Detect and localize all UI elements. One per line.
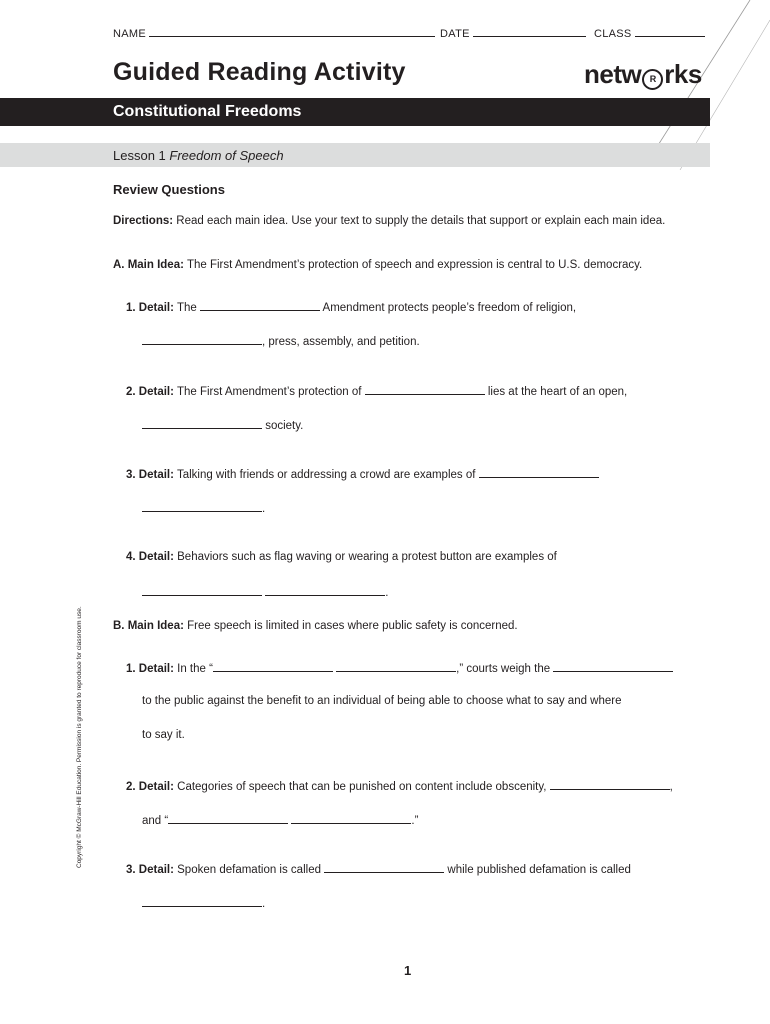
a-detail-1-cont: , press, assembly, and petition. (142, 332, 420, 350)
lesson-bar (0, 143, 710, 167)
brand-logo: netw R rks (584, 59, 702, 89)
answer-blank[interactable] (365, 382, 485, 395)
b-detail-1-cont: to the public against the benefit to an individual of being able to choose what to say and where (142, 695, 622, 707)
answer-blank[interactable] (142, 332, 262, 345)
answer-blank[interactable] (142, 416, 262, 429)
date-line (473, 25, 586, 37)
subtitle: Constitutional Freedoms (113, 103, 302, 120)
answer-blank[interactable] (336, 659, 456, 672)
answer-blank[interactable] (200, 298, 320, 311)
answer-blank[interactable] (168, 811, 288, 824)
answer-blank[interactable] (550, 777, 670, 790)
answer-blank[interactable] (291, 811, 411, 824)
review-heading: Review Questions (113, 182, 225, 197)
answer-blank[interactable] (213, 659, 333, 672)
a-detail-3: 3. Detail: Talking with friends or addressing a crowd are examples of (126, 465, 599, 483)
class-field[interactable] (594, 25, 705, 40)
page-title: Guided Reading Activity (113, 58, 406, 86)
name-line (149, 25, 435, 37)
class-label: CLASS (594, 28, 632, 40)
copyright-notice: Copyright © McGraw-Hill Education. Permission is granted to reproduce for classroom use. (76, 606, 83, 868)
a-detail-1: 1. Detail: The Amendment protects people’s freedom of religion, (126, 298, 576, 316)
b-detail-1-cont-2: to say it. (142, 729, 185, 741)
page-number: 1 (404, 963, 412, 978)
date-field[interactable] (440, 25, 586, 40)
a-detail-2-cont: society. (142, 416, 303, 434)
registered-ring-icon: R (642, 69, 663, 90)
subtitle-bar (0, 98, 710, 126)
answer-blank[interactable] (142, 499, 262, 512)
b-detail-2-cont: and “ .” (142, 811, 418, 829)
answer-blank[interactable] (265, 583, 385, 596)
b-detail-1: 1. Detail: In the “ ,” courts weigh the (126, 659, 673, 677)
lesson-heading (113, 148, 284, 163)
b-detail-3-cont: . (142, 894, 265, 912)
b-detail-2: 2. Detail: Categories of speech that can be punished on content include obscenity, , (126, 777, 673, 795)
main-idea-a: A. Main Idea: The First Amendment’s protection of speech and expression is central to U.S. democracy. (113, 259, 643, 271)
a-detail-3-cont: . (142, 499, 265, 517)
date-label: DATE (440, 28, 470, 40)
name-label: NAME (113, 28, 146, 40)
directions (113, 213, 673, 229)
main-idea-b: B. Main Idea: Free speech is limited in cases where public safety is concerned. (113, 620, 518, 632)
answer-blank[interactable] (142, 894, 262, 907)
name-field[interactable] (113, 25, 435, 40)
answer-blank[interactable] (324, 860, 444, 873)
lesson-label: Lesson 1 (113, 148, 166, 163)
b-detail-3: 3. Detail: Spoken defamation is called while published defamation is called (126, 860, 631, 878)
answer-blank[interactable] (553, 659, 673, 672)
a-detail-4: 4. Detail: Behaviors such as flag waving or wearing a protest button are examples of (126, 551, 557, 563)
class-line (635, 25, 705, 37)
answer-blank[interactable] (142, 583, 262, 596)
directions-label: Directions: (113, 215, 174, 227)
lesson-name: Freedom of Speech (169, 148, 284, 163)
answer-blank[interactable] (479, 465, 599, 478)
a-detail-4-cont: . (142, 583, 388, 601)
a-detail-2: 2. Detail: The First Amendment’s protection of lies at the heart of an open, (126, 382, 627, 400)
directions-text: Read each main idea. Use your text to supply the details that support or explain each main idea. (176, 215, 666, 227)
